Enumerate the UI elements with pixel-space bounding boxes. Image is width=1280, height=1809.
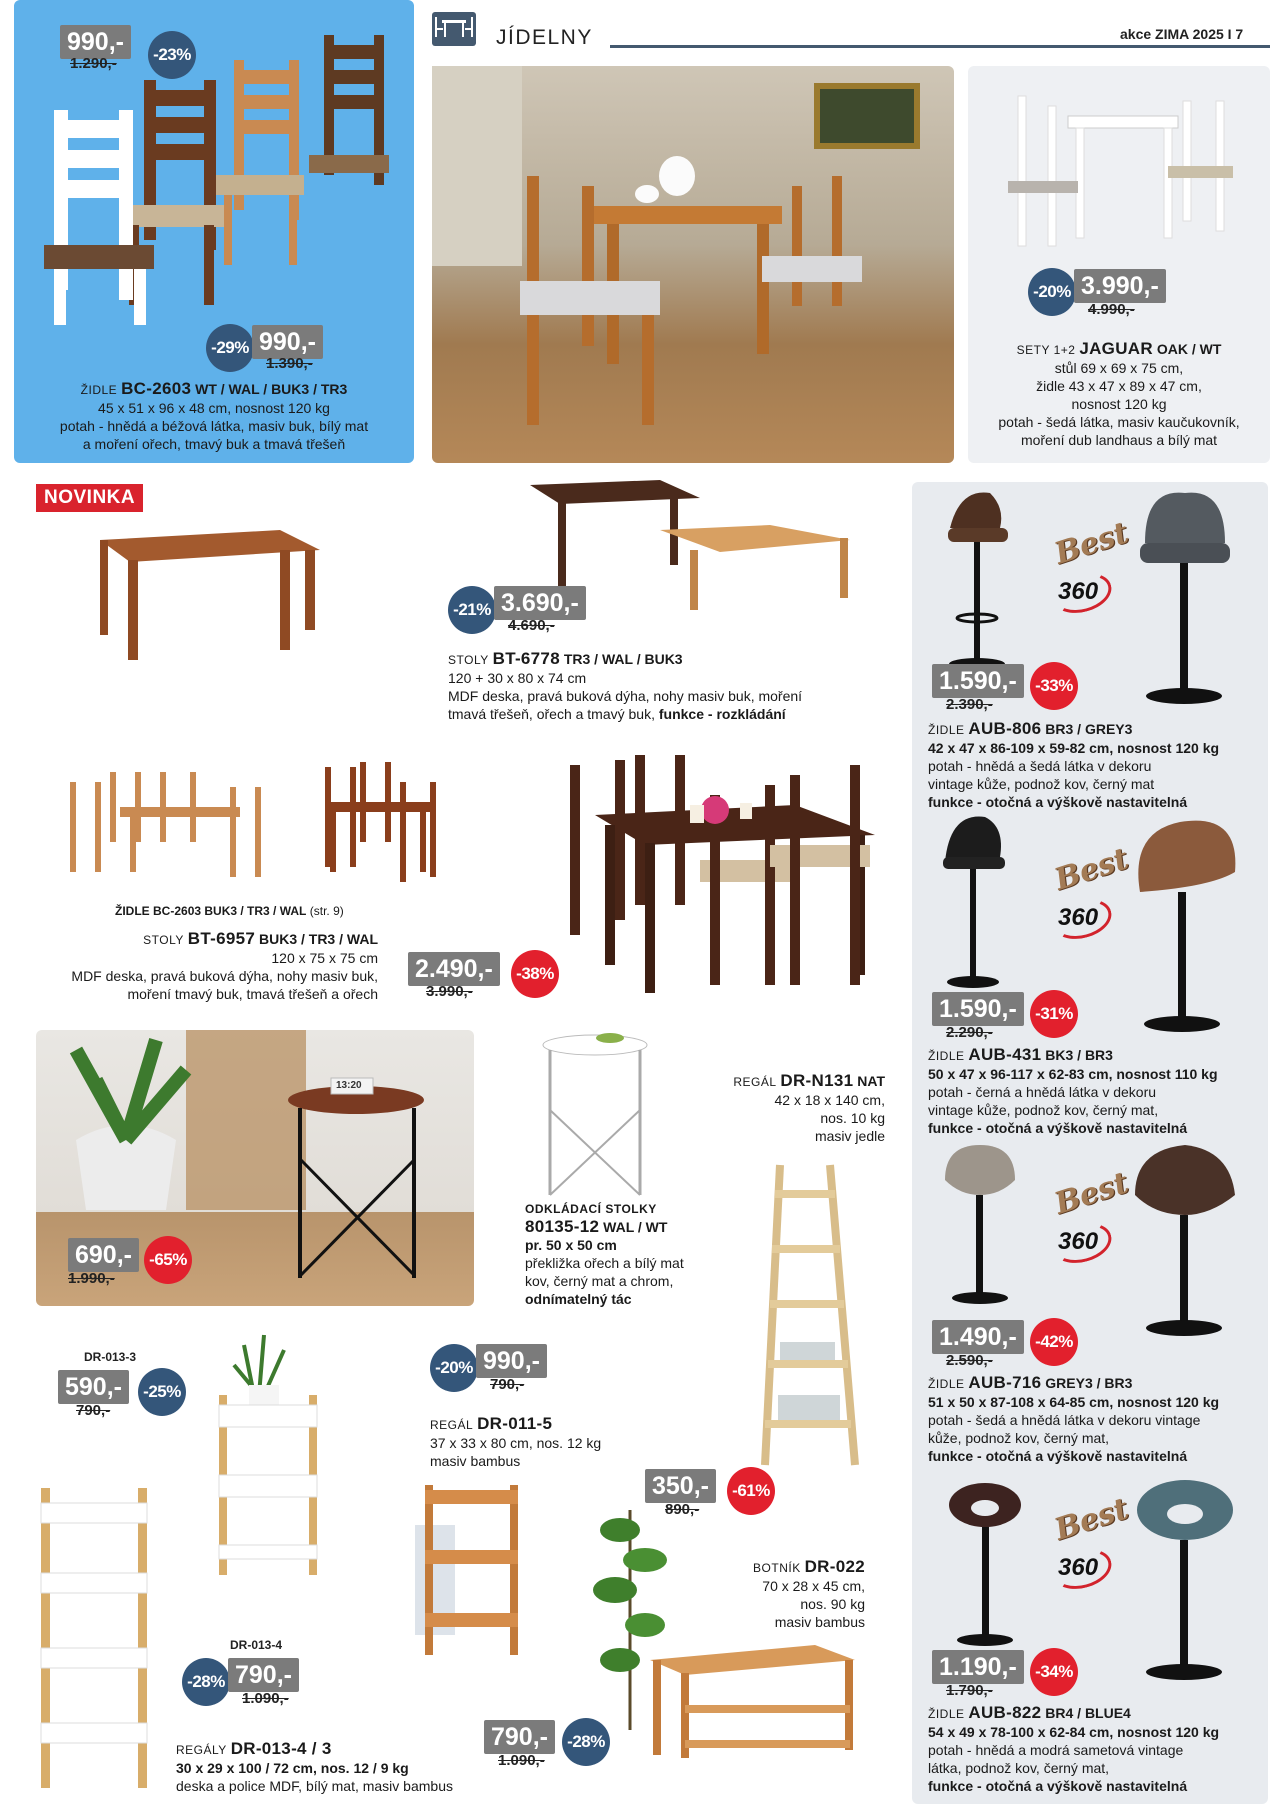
best-360-badge-2: Best 360 [1052,848,1116,948]
side-table-white-image [540,1030,650,1205]
side-table-description: ODKLÁDACÍ STOLKY 80135-12 WAL / WT pr. 50 x 50 cm překližka ořech a bílý mat kov, černý mat a chrom, odnímatelný tác [525,1202,684,1307]
dr0134-tag: DR-013-4 [230,1638,283,1652]
bc2603-white-old-price: 1.290,- [70,55,117,72]
dr022-discount: -28% [562,1718,610,1766]
bc2603-old-price: 1.390,- [266,355,313,372]
clock-display: 13:20 [336,1080,362,1091]
bt6957-chair-note: ŽIDLE BC-2603 BUK3 / TR3 / WAL (str. 9) [115,904,344,918]
aub822-discount: -34% [1030,1648,1078,1696]
drn131-price: 350,- [645,1469,716,1503]
aub822-old-price: 1.790,- [946,1682,993,1699]
dining-room-photo [432,66,954,463]
aub806-discount: -33% [1030,662,1078,710]
dr0133-tag: DR-013-3 [84,1350,137,1364]
aub822-description: ŽIDLE AUB-822 BR4 / BLUE4 54 x 49 x 78-100 x 62-84 cm, nosnost 120 kg potah - hnědá a modrá sametová vintage látka, podnož kov, černý mat, funkce - otočná a výškově nastavitelná [928,1703,1220,1794]
dr022-price: 790,- [484,1720,555,1754]
aub806-description: ŽIDLE AUB-806 BR3 / GREY3 42 x 47 x 86-109 x 59-82 cm, nosnost 120 kg potah - hnědá a šedá látka v dekoru vintage kůže, podnož kov, černý mat funkce - otočná a výškově nastavitelná [928,719,1220,810]
aub716-price: 1.490,- [932,1320,1024,1354]
bt6957-description: STOLY BT-6957 BUK3 / TR3 / WAL 120 x 75 x 75 cm MDF deska, pravá buková dýha, nohy masiv buk, moření tmavý buk, tmavá třešeň a ořech [71,929,378,1002]
dr0133-discount: -25% [138,1368,186,1416]
jaguar-panel [968,66,1270,463]
dr0115-description: REGÁL DR-011-5 37 x 33 x 80 cm, nos. 12 kg masiv bambus [430,1414,602,1469]
jaguar-price: 3.990,- [1074,269,1166,303]
aub431-price: 1.590,- [932,992,1024,1026]
dr0115-discount: -20% [430,1344,478,1392]
side-table-discount: -65% [144,1236,192,1284]
best-360-badge: Best 360 [1052,522,1116,622]
best-360-badge-3: Best 360 [1052,1172,1116,1272]
best-360-badge-4: Best 360 [1052,1498,1116,1598]
aub822-price: 1.190,- [932,1650,1024,1684]
bc2603-discount: -29% [206,324,254,372]
bc2603-white-discount: -23% [148,31,196,79]
aub806-old-price: 2.390,- [946,696,993,713]
dr0134-price: 790,- [228,1658,299,1692]
jaguar-discount: -20% [1028,268,1076,316]
bt6778-old-price: 4.690,- [508,617,555,634]
aub716-description: ŽIDLE AUB-716 GREY3 / BR3 51 x 50 x 87-108 x 64-85 cm, nosnost 120 kg potah - šedá a hnědá látka v dekoru vintage kůže, podnož kov, černý mat, funkce - otočná a výškově nastavitelná [928,1373,1220,1464]
jaguar-set-image [988,86,1248,256]
bc2603-panel [14,0,414,463]
dr0134-shelf-image [38,1488,153,1788]
dr0133-old-price: 790,- [76,1402,111,1419]
bt6778-discount: -21% [448,586,496,634]
bt6957-price: 2.490,- [408,952,500,986]
dr022-old-price: 1.090,- [498,1752,545,1769]
dr022-description: BOTNÍK DR-022 70 x 28 x 45 cm, nos. 90 kg masiv bambus [753,1557,865,1630]
drn131-description: REGÁL DR-N131 NAT 42 x 18 x 140 cm, nos. 10 kg masiv jedle [733,1071,885,1144]
drn131-ladder-shelf-image [760,1165,860,1470]
bc2603-price: 990,- [252,325,323,359]
page-issue-label: akce ZIMA 2025 I 7 [1120,26,1244,42]
bt6957-old-price: 3.990,- [426,983,473,1000]
bt6778-description: STOLY BT-6778 TR3 / WAL / BUK3 120 + 30 x 80 x 74 cm MDF deska, pravá buková dýha, nohy masiv buk, moření tmavá třešeň, ořech a tmavý buk, funkce - rozkládání [448,649,803,722]
header-divider [610,45,1270,48]
aub431-old-price: 2.290,- [946,1024,993,1041]
dr0133-price: 590,- [58,1370,129,1404]
side-table-price: 690,- [68,1238,139,1272]
bt6778-table-image [90,530,320,660]
aub716-discount: -42% [1030,1318,1078,1366]
bt6957-dining-set-image [565,755,885,1005]
dr022-shoe-rack-image [645,1645,860,1760]
aub431-description: ŽIDLE AUB-431 BK3 / BR3 50 x 47 x 96-117 x 62-83 cm, nosnost 110 kg potah - černá a hnědá látka v dekoru vintage kůže, podnož kov, černý mat, funkce - otočná a výškově nastavitelná [928,1045,1218,1136]
dr0134-discount: -28% [182,1658,230,1706]
aub716-old-price: 2.590,- [946,1352,993,1369]
aub431-discount: -31% [1030,990,1078,1038]
side-table-old-price: 1.990,- [68,1270,115,1287]
side-table-photo [36,1030,474,1306]
aub806-price: 1.590,- [932,664,1024,698]
drn131-discount: -61% [727,1467,775,1515]
dr0115-price: 990,- [476,1344,547,1378]
bc2603-white-price: 990,- [60,25,131,59]
dining-table-icon [432,12,476,46]
dr0115-shelf-image [415,1485,525,1660]
drn131-old-price: 890,- [665,1501,700,1518]
new-badge: NOVINKA [36,484,143,512]
jaguar-description: SETY 1+2 JAGUAR OAK / WT stůl 69 x 69 x 75 cm, židle 43 x 47 x 89 x 47 cm, nosnost 120 kg potah - šedá látka, masiv kaučukovník, moření dub landhaus a bílý mat [998,339,1240,448]
bc2603-description: ŽIDLE BC-2603 WT / WAL / BUK3 / TR3 45 x 51 x 96 x 48 cm, nosnost 120 kg potah - hnědá a béžová látka, masiv buk, bílý mat a moření ořech, tmavý buk a tmavá třešeň [59,379,369,452]
bt6957-discount: -38% [511,950,559,998]
jaguar-old-price: 4.990,- [1088,301,1135,318]
dr0133-shelf-image [214,1335,324,1575]
dr0134-old-price: 1.090,- [242,1690,289,1707]
dr013-description: REGÁLY DR-013-4 / 3 30 x 29 x 100 / 72 cm, nos. 12 / 9 kg deska a police MDF, bílý mat, masiv bambus [176,1739,453,1794]
bt6778-price: 3.690,- [494,586,586,620]
bt6957-sets-image [60,762,440,882]
dr0115-old-price: 790,- [490,1376,525,1393]
page-section-title: JÍDELNY [496,26,593,49]
